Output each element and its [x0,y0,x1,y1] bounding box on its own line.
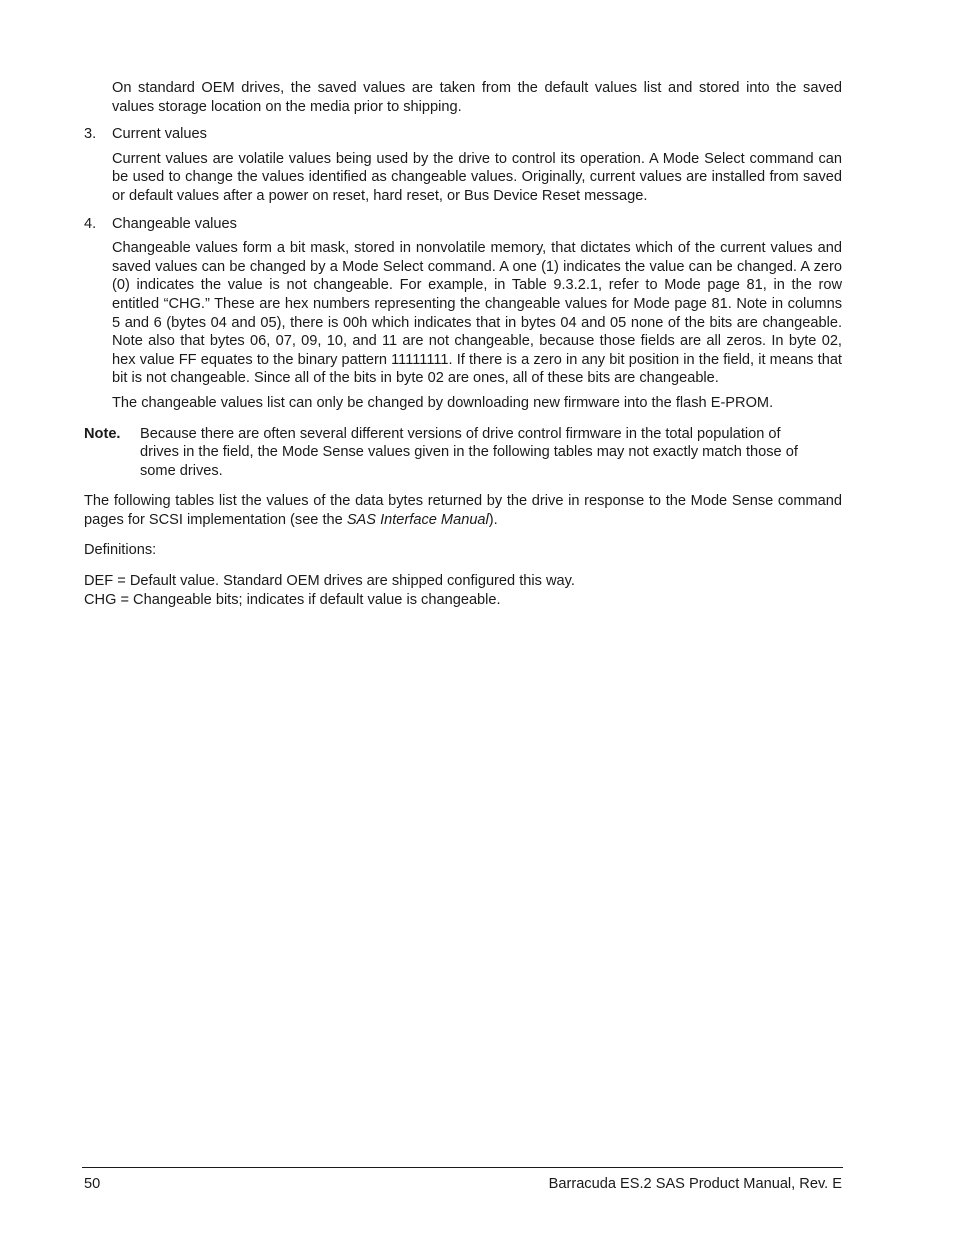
tables-intro-text: The following tables list the values of the data bytes returned by the drive in response to the Mode Sense command pages for SCSI implementation (see the [84,493,842,528]
definitions-label: Definitions: [84,542,157,559]
chg-definition: CHG = Changeable bits; indicates if default value is changeable. [84,591,501,608]
note-block [84,425,842,481]
firmware-paragraph: The changeable values list can only be changed by downloading new firmware into the flash E-PROM. [112,394,774,411]
def-definition: DEF = Default value. Standard OEM drives are shipped configured this way. [84,573,575,590]
list-number: 4. [84,215,97,232]
list-item-changeable-values [84,215,842,234]
list-item-title: Changeable values [112,215,237,232]
footer-rule [82,1167,843,1168]
saved-values-paragraph: On standard OEM drives, the saved values are taken from the default values list and stored into the saved values storage location on the media prior to shipping. [112,80,842,115]
note-text: Because there are often several different versions of drive control firmware in the total population of drives in the field, the Mode Sense values given in the following tables may not exactly match those of some drives. [140,425,798,479]
note-label: Note. [84,425,121,442]
tables-intro-end: ). [488,511,498,528]
page-number: 50 [84,1176,101,1192]
manual-title: Barracuda ES.2 SAS Product Manual, Rev. E [548,1176,842,1192]
list-item-current-values [84,125,842,144]
current-values-paragraph: Current values are volatile values being used by the drive to control its operation. A Mode Select command can be used to change the values identified as changeable values. Originally, current values are installed from saved or default values after a power on reset, hard reset, or Bus Device Reset message. [112,150,842,204]
tables-intro-paragraph [84,492,842,529]
list-number: 3. [84,126,97,143]
list-item-title: Current values [112,126,207,143]
manual-reference: SAS Interface Manual [346,511,489,528]
page-body [84,79,842,609]
changeable-values-paragraph: Changeable values form a bit mask, stored in nonvolatile memory, that dictates which of the current values and saved values can be changed by a Mode Select command. A one (1) indicates the value can be changed. A zero (0) indicates the value is not changeable. For example, in Table 9.3.2.1, refer to Mode page 81, in the row entitled “CHG.” These are hex numbers representing the changeable values for Mode page 81. Note in columns 5 and 6 (bytes 04 and 05), there is 00h which indicates that in bytes 04 and 05 none of the bits are changeable. Note also that bytes 06, 07, 09, 10, and 11 are not changeable, because those fields are all zeros. In byte 02, hex value FF equates to the binary pattern 11111111. If there is a zero in any bit position in the field, it means that bit is not changeable. Since all of the bits in byte 02 are ones, all of these bits are changeable. [112,240,842,387]
